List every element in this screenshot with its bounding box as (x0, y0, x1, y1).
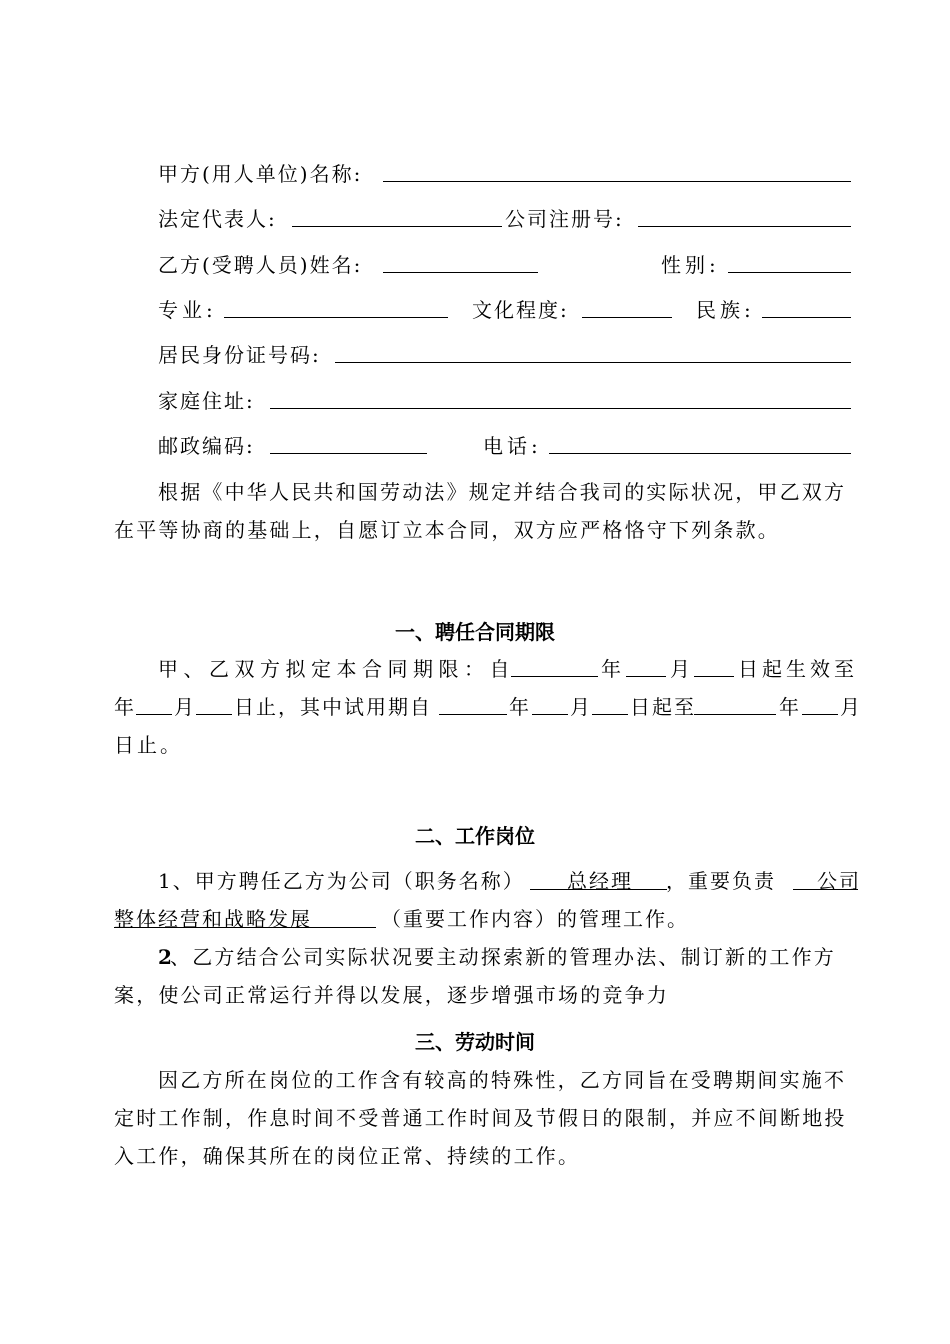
start-day-blank[interactable] (694, 676, 734, 677)
work-time-line-3: 入工作，确保其所在的岗位正常、持续的工作。 (114, 1144, 581, 1168)
intro-line-1: 根据《中华人民共和国劳动法》规定并结合我司的实际状况，甲乙双方 (158, 480, 847, 504)
work-time-line-2: 定时工作制，作息时间不受普通工作时间及节假日的限制，并应不间断地投 (114, 1106, 847, 1130)
duty-text-2: 整体经营和战略发展 (114, 907, 312, 931)
end-month-blank[interactable] (136, 714, 172, 715)
trial-end-year-blank[interactable] (694, 714, 776, 715)
term-day-start: 日起生效至 (738, 657, 858, 681)
party-a-label: 甲方(用人单位)名称: (158, 162, 363, 186)
ethnicity-blank[interactable] (762, 317, 851, 318)
work-time-line-1: 因乙方所在岗位的工作含有较高的特殊性，乙方同旨在受聘期间实施不 (158, 1068, 847, 1092)
legal-rep-label: 法定代表人: (158, 207, 277, 231)
term-month-3: 月 (570, 695, 590, 719)
id-no-blank[interactable] (335, 362, 851, 363)
term-year-3: 年 (509, 695, 529, 719)
postcode-blank[interactable] (270, 453, 427, 454)
trial-end-month-blank[interactable] (802, 714, 838, 715)
term-month-2: 月 (174, 695, 194, 719)
position-text-a: 1、甲方聘任乙方为公司（职务名称） (158, 869, 525, 893)
section-1-title: 一、聘任合同期限 (395, 620, 555, 644)
start-month-blank[interactable] (626, 676, 666, 677)
term-line-1-start: 甲、乙双方拟定本合同期限：自 (158, 657, 515, 681)
term-year-1: 年 (601, 657, 621, 681)
reg-no-label: 公司注册号: (505, 207, 624, 231)
position-text-b: ，重要负责 (666, 869, 776, 893)
ethnicity-label: 民族: (696, 298, 755, 322)
term-month-1: 月 (670, 657, 690, 681)
trial-start-day-blank[interactable] (592, 714, 628, 715)
trial-start-month-blank[interactable] (532, 714, 568, 715)
clause-2-line-1: 、乙方结合公司实际状况要主动探索新的管理办法、制订新的工作方 (170, 945, 836, 969)
gender-blank[interactable] (728, 272, 851, 273)
term-year-4: 年 (779, 695, 799, 719)
end-day-blank[interactable] (196, 714, 232, 715)
address-blank[interactable] (270, 408, 851, 409)
education-blank[interactable] (582, 317, 672, 318)
address-label: 家庭住址: (158, 389, 255, 413)
clause-2-line-2: 案，使公司正常运行并得以发展，逐步增强市场的竞争力 (114, 983, 669, 1007)
trial-start-year-blank[interactable] (439, 714, 507, 715)
major-blank[interactable] (224, 317, 448, 318)
term-year-2: 年 (114, 695, 134, 719)
section-3-title: 三、劳动时间 (415, 1030, 535, 1054)
party-b-label: 乙方(受聘人员)姓名: (158, 253, 363, 277)
intro-line-2: 在平等协商的基础上，自愿订立本合同，双方应严格恪守下列条款。 (114, 518, 780, 542)
section-2-title: 二、工作岗位 (415, 824, 535, 848)
id-no-label: 居民身份证号码: (158, 343, 321, 367)
reg-no-blank[interactable] (638, 226, 851, 227)
phone-label: 电话: (483, 434, 542, 458)
phone-blank[interactable] (549, 453, 851, 454)
term-day-end: 日止，其中试用期自 (234, 695, 432, 719)
education-label: 文化程度: (472, 298, 569, 322)
gender-label: 性别: (661, 253, 720, 277)
party-b-blank[interactable] (383, 272, 538, 273)
major-label: 专业: (158, 298, 217, 322)
party-a-blank[interactable] (383, 181, 851, 182)
position-title: 总经理 (567, 869, 633, 893)
term-end: 日止。 (114, 733, 183, 757)
term-month-4: 月 (840, 695, 860, 719)
start-year-blank[interactable] (511, 676, 598, 677)
duty-text-1: 公司 (817, 869, 861, 893)
legal-rep-blank[interactable] (292, 226, 502, 227)
term-day-to: 日起至 (630, 695, 696, 719)
clause-2-number: 2 (158, 945, 172, 969)
postcode-label: 邮政编码: (158, 434, 255, 458)
position-text-c: （重要工作内容）的管理工作。 (381, 907, 689, 931)
